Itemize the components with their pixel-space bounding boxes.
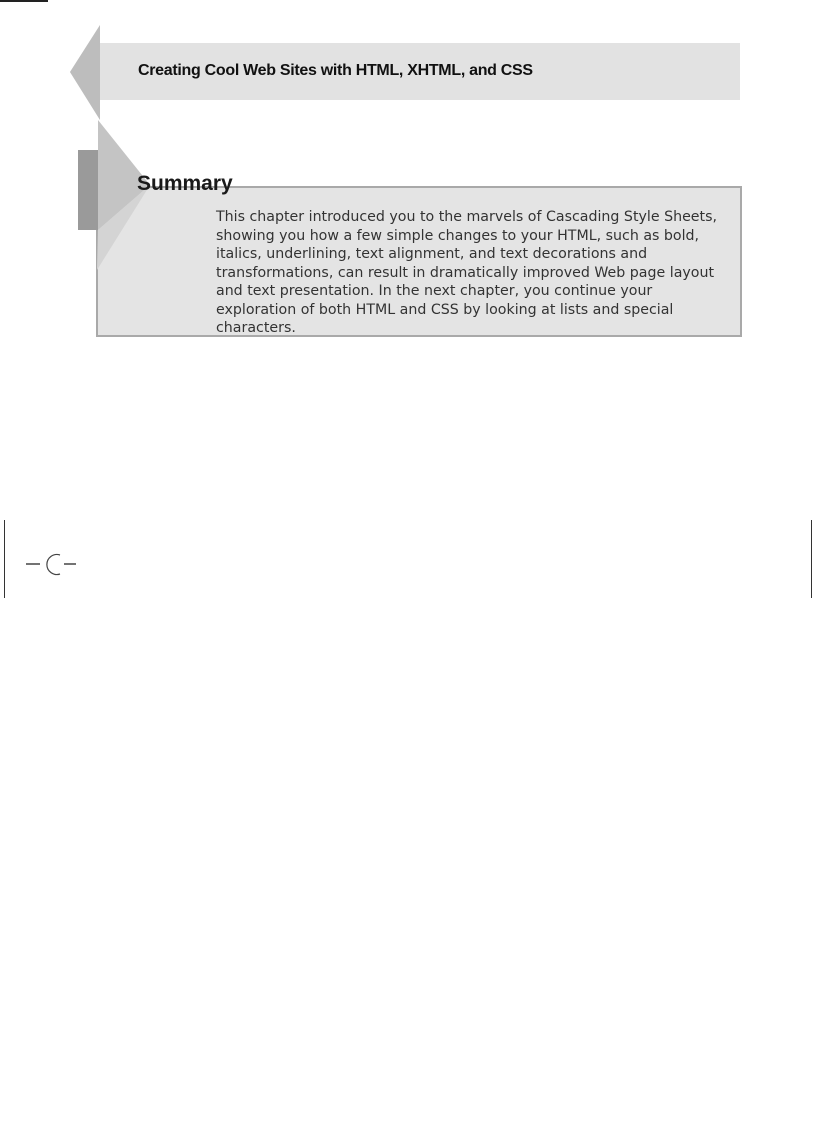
running-header-title: Creating Cool Web Sites with HTML, XHTML, and CSS xyxy=(138,62,533,79)
right-margin-rule xyxy=(811,520,812,598)
section-heading: Summary xyxy=(137,172,233,195)
left-margin-rule xyxy=(4,520,5,598)
section-body-text: This chapter introduced you to the marvels of Cascading Style Sheets, showing you how a few simple changes to your HTML, such as bold, italics, underlining, text alignment, and text decorations and transformations, can result in dramatically improved Web page layout and text presentation. In the next chapter, you continue your exploration of both HTML and CSS by looking at lists and special characters. xyxy=(216,209,717,336)
registration-mark xyxy=(26,550,86,580)
